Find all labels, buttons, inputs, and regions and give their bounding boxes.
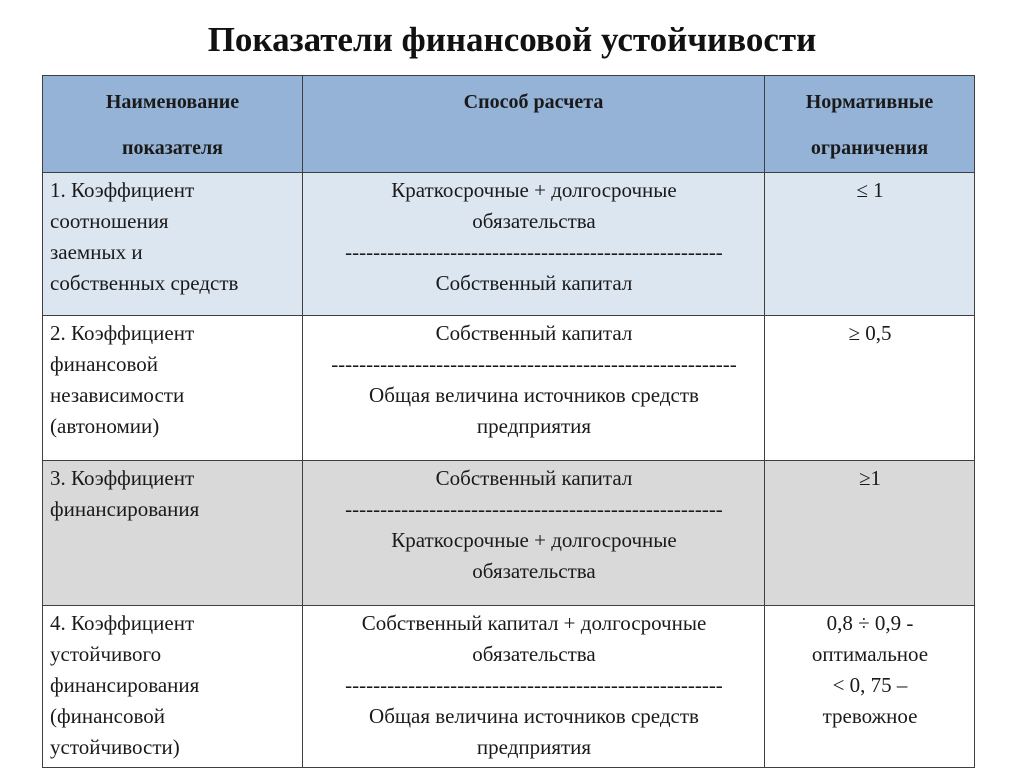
- indicator-name: [43, 316, 303, 461]
- indicator-name-line: финансирования: [50, 673, 200, 697]
- calculation-formula: [303, 173, 765, 316]
- financial-stability-table: [42, 75, 975, 768]
- normative-limit-line: < 0, 75 –: [832, 673, 908, 697]
- fraction-divider: ----------------------------------------------------------: [331, 352, 737, 376]
- indicator-name-line: (финансовой: [50, 704, 165, 728]
- normative-limit-line: ≥1: [858, 466, 882, 490]
- table-row: [43, 461, 975, 606]
- header-method: [303, 76, 765, 173]
- indicator-name-line: (автономии): [50, 414, 160, 438]
- indicator-name-line: собственных средств: [50, 271, 239, 295]
- indicator-name: [43, 461, 303, 606]
- formula-numerator: Собственный капитал + долгосрочные: [361, 611, 707, 635]
- fraction-divider: ------------------------------------------------------: [345, 497, 723, 521]
- indicator-name-line: независимости: [50, 383, 185, 407]
- formula-denominator: Собственный капитал: [435, 271, 633, 295]
- header-name: [43, 76, 303, 173]
- indicator-name-line: 3. Коэффициент: [50, 466, 195, 490]
- indicator-name-line: 4. Коэффициент: [50, 611, 195, 635]
- fraction-divider: ------------------------------------------------------: [345, 673, 723, 697]
- normative-limit: [765, 461, 975, 606]
- calculation-formula: [303, 461, 765, 606]
- fraction-divider: ------------------------------------------------------: [345, 240, 723, 264]
- page-title: Показатели финансовой устойчивости: [207, 20, 817, 59]
- indicator-name-line: устойчивого: [50, 642, 162, 666]
- normative-limit-line: ≤ 1: [856, 178, 884, 202]
- formula-denominator: Общая величина источников средств: [369, 383, 699, 407]
- header-norm-line: Нормативные: [805, 91, 934, 113]
- table-header-row: [43, 76, 975, 173]
- calculation-formula: [303, 606, 765, 768]
- normative-limit: [765, 173, 975, 316]
- indicator-name-line: финансирования: [50, 497, 200, 521]
- indicator-name-line: соотношения: [50, 209, 169, 233]
- table-row: [43, 173, 975, 316]
- header-name-line: Наименование: [105, 91, 240, 113]
- formula-denominator: предприятия: [476, 735, 592, 759]
- calculation-formula: [303, 316, 765, 461]
- header-name-line: показателя: [121, 137, 223, 159]
- normative-limit-line: оптимальное: [811, 642, 929, 666]
- indicator-name-line: заемных и: [50, 240, 143, 264]
- formula-numerator: Собственный капитал: [435, 321, 633, 345]
- normative-limit: [765, 606, 975, 768]
- formula-denominator: обязательства: [472, 559, 596, 583]
- formula-denominator: предприятия: [476, 414, 592, 438]
- indicator-name: [43, 173, 303, 316]
- formula-denominator: Краткосрочные + долгосрочные: [391, 528, 677, 552]
- header-norm: [765, 76, 975, 173]
- formula-denominator: Общая величина источников средств: [369, 704, 699, 728]
- header-method-line: Способ расчета: [463, 91, 604, 113]
- normative-limit-line: 0,8 ÷ 0,9 -: [826, 611, 914, 635]
- table-row: [43, 316, 975, 461]
- indicator-name: [43, 606, 303, 768]
- normative-limit: [765, 316, 975, 461]
- indicator-name-line: финансовой: [50, 352, 158, 376]
- normative-limit-line: ≥ 0,5: [848, 321, 892, 345]
- formula-numerator: Собственный капитал: [435, 466, 633, 490]
- header-norm-line: ограничения: [810, 137, 929, 159]
- indicator-name-line: 2. Коэффициент: [50, 321, 195, 345]
- formula-numerator: Краткосрочные + долгосрочные: [391, 178, 677, 202]
- formula-numerator: обязательства: [472, 209, 596, 233]
- normative-limit-line: тревожное: [822, 704, 918, 728]
- indicator-name-line: устойчивости): [50, 735, 180, 759]
- formula-numerator: обязательства: [472, 642, 596, 666]
- table-row: [43, 606, 975, 768]
- indicator-name-line: 1. Коэффициент: [50, 178, 195, 202]
